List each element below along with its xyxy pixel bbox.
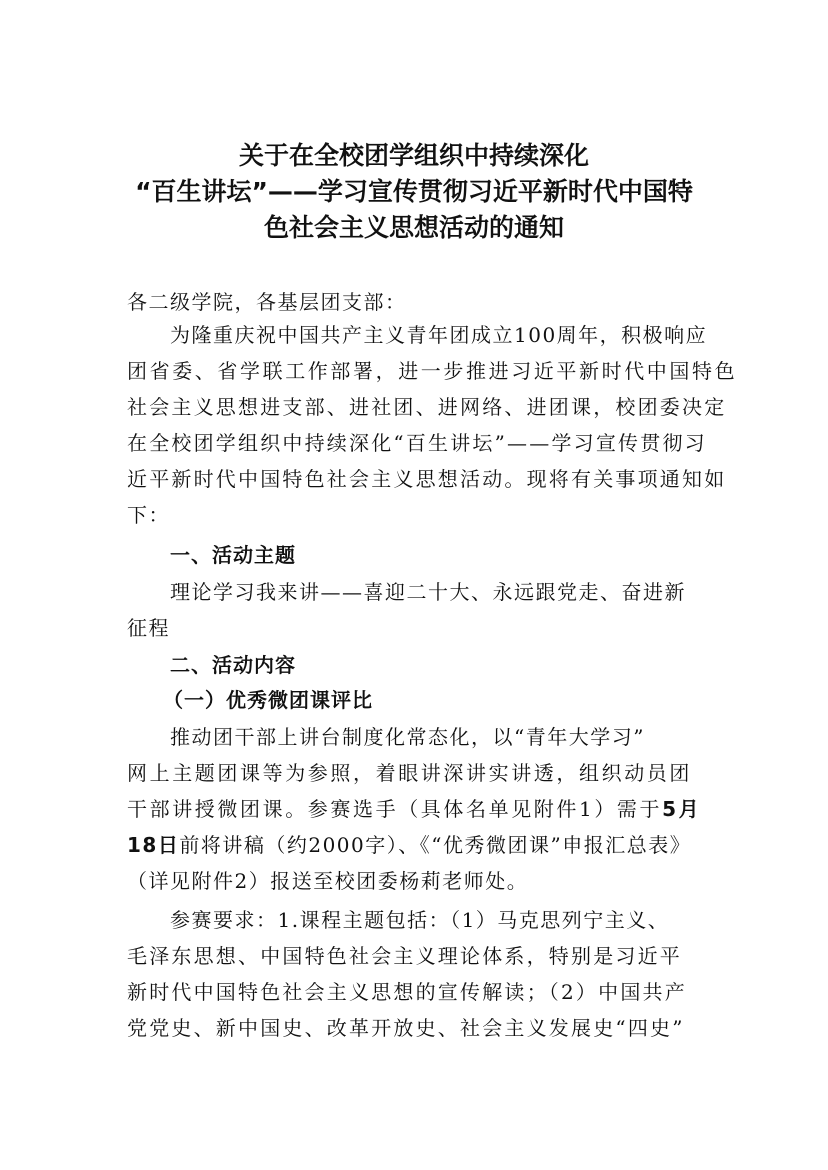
intro-line: 为隆重庆祝中国共产主义青年团成立100周年，积极响应 (170, 323, 708, 347)
paragraph-line: 新时代中国特色社会主义思想的宣传解读；（2）中国共产 (127, 980, 687, 1004)
intro-line: 近平新时代中国特色社会主义思想活动。现将有关事项通知如 (127, 467, 727, 491)
section1-line: 理论学习我来讲——喜迎二十大、永远跟党走、奋进新 (170, 580, 686, 604)
paragraph-line: （详见附件2）报送至校团委杨莉老师处。 (127, 869, 529, 893)
paragraph-line (127, 792, 707, 827)
paragraph-text: 干部讲授微团课。参赛选手（具体名单见附件1）需于 (127, 797, 663, 821)
salutation: 各二级学院，各基层团支部： (127, 290, 407, 314)
paragraph-line (127, 828, 707, 863)
paragraph-line: 毛泽东思想、中国特色社会主义理论体系，特别是习近平 (127, 944, 682, 968)
intro-line: 团省委、省学联工作部署，进一步推进习近平新时代中国特色 (127, 359, 738, 383)
paragraph-line: 网上主题团课等为参照，着眼讲深讲实讲透，组织动员团 (127, 761, 692, 785)
paragraph-line: 党党史、新中国史、改革开放史、社会主义发展史“四史” (127, 1016, 685, 1040)
document-title-line-1: 关于在全校团学组织中持续深化 (238, 141, 589, 170)
deadline-text: 18日 (127, 833, 180, 857)
intro-line: 社会主义思想进支部、进社团、进网络、进团课，校团委决定 (127, 395, 727, 419)
subsection-heading: （一）优秀微团课评比 (163, 688, 373, 712)
paragraph-line: 参赛要求：1.课程主题包括：（1）马克思列宁主义、 (170, 908, 670, 932)
intro-line: 下： (127, 503, 170, 527)
section-heading: 一、活动主题 (170, 543, 296, 567)
paragraph-text: 前将讲稿（约2000字）、《“优秀微团课”申报汇总表》 (179, 833, 692, 857)
paragraph-line: 推动团干部上讲台制度化常态化，以“青年大学习” (170, 725, 645, 749)
intro-line: 在全校团学组织中持续深化“百生讲坛”——学习宣传贯彻习 (127, 431, 707, 455)
section-heading: 二、活动内容 (170, 653, 296, 677)
document-title-line-3: 色社会主义思想活动的通知 (263, 213, 564, 242)
section1-line: 征程 (127, 616, 170, 640)
document-title-line-2: “百生讲坛”——学习宣传贯彻习近平新时代中国特 (135, 177, 693, 206)
deadline-text: 5月 (662, 797, 702, 821)
